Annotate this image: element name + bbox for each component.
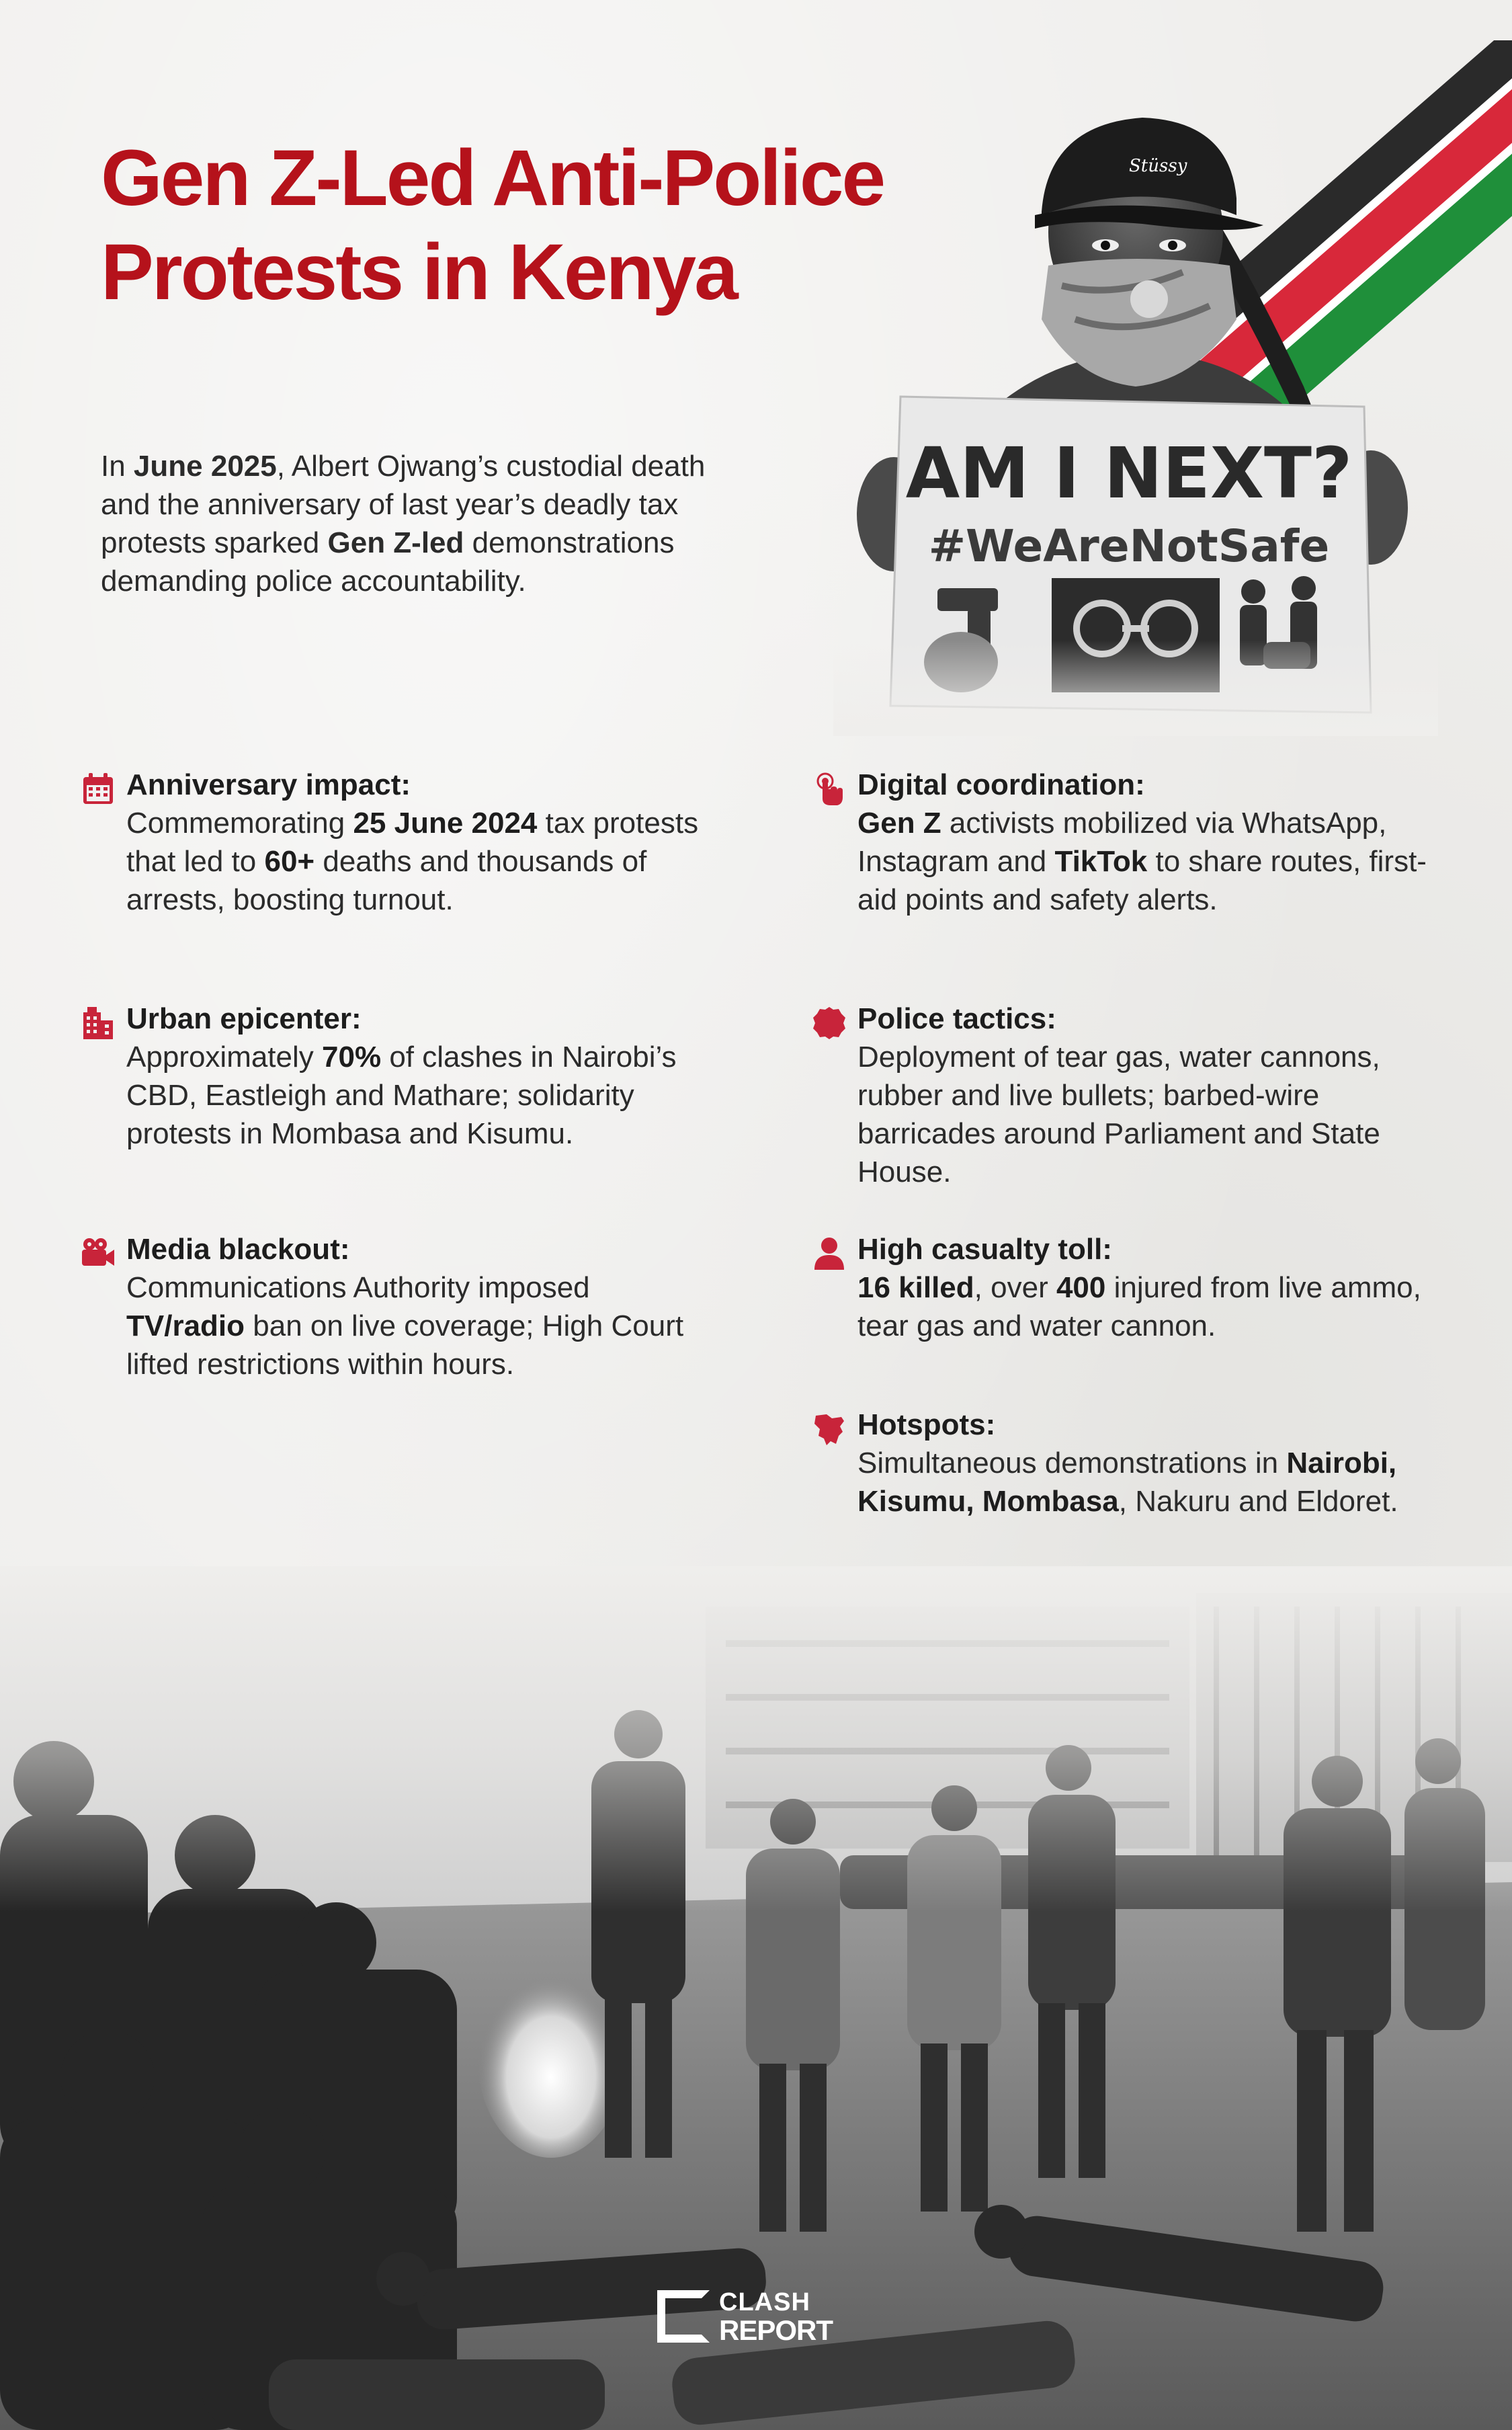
fact-emphasis: TV/radio bbox=[126, 1309, 245, 1342]
fact-text: ban on live coverage; High Court lifted restrictions within hours. bbox=[126, 1309, 684, 1381]
fact-text: , Nakuru and Eldoret. bbox=[1118, 1485, 1398, 1518]
intro-paragraph bbox=[101, 447, 739, 600]
fact-digital-coordination bbox=[812, 766, 1443, 919]
fact-media-blackout bbox=[81, 1231, 712, 1383]
fact-heading: Anniversary impact: bbox=[126, 768, 411, 801]
calendar-icon bbox=[81, 772, 116, 807]
fact-body bbox=[126, 1038, 712, 1153]
person-icon bbox=[812, 1236, 847, 1271]
logo-mark-icon bbox=[657, 2290, 710, 2343]
fact-heading: Media blackout: bbox=[126, 1233, 350, 1266]
fact-heading: Hotspots: bbox=[857, 1408, 996, 1441]
fact-emphasis: 60+ bbox=[264, 845, 315, 878]
fact-heading: Digital coordination: bbox=[857, 768, 1145, 801]
fact-text: activists mobilized via WhatsApp, Instagram and bbox=[857, 807, 1387, 878]
fact-emphasis: 16 killed bbox=[857, 1271, 974, 1304]
fact-body bbox=[857, 1268, 1443, 1345]
fact-body: Deployment of tear gas, water cannons, rubber and live bullets; barbed-wire barricades around Parliament and State House. bbox=[857, 1041, 1380, 1188]
fact-body bbox=[857, 804, 1443, 919]
fact-hotspots bbox=[812, 1406, 1443, 1521]
fact-emphasis: 70% bbox=[322, 1041, 382, 1074]
logo-word-report: REPORT bbox=[719, 2314, 833, 2346]
fact-emphasis: 25 June 2024 bbox=[353, 807, 538, 840]
fact-text: , over bbox=[974, 1271, 1056, 1304]
fact-body bbox=[126, 804, 712, 919]
fact-text: Simultaneous demonstrations in bbox=[857, 1447, 1287, 1480]
fact-high-casualty-toll bbox=[812, 1231, 1443, 1345]
fact-body bbox=[126, 1268, 712, 1383]
fact-heading: Urban epicenter: bbox=[126, 1002, 362, 1035]
page-title bbox=[101, 131, 1001, 319]
fact-anniversary-impact bbox=[81, 766, 712, 919]
fact-emphasis: 400 bbox=[1056, 1271, 1106, 1304]
intro-date: June 2025 bbox=[133, 450, 277, 483]
fact-text: tax protests that led to bbox=[126, 807, 699, 878]
video-camera-icon bbox=[81, 1236, 116, 1271]
fact-text: Communications Authority imposed bbox=[126, 1271, 590, 1304]
fact-heading: Police tactics: bbox=[857, 1002, 1056, 1035]
intro-text: In bbox=[101, 450, 134, 483]
fact-body bbox=[857, 1444, 1443, 1521]
building-icon bbox=[81, 1006, 116, 1041]
intro-emphasis: Gen Z-led bbox=[327, 526, 464, 559]
fact-text: Approximately bbox=[126, 1041, 323, 1074]
title-line-1: Gen Z-Led Anti-Police bbox=[101, 134, 884, 222]
fact-heading: High casualty toll: bbox=[857, 1233, 1112, 1266]
clash-report-logo bbox=[657, 2289, 872, 2349]
fact-text: deaths and thousands of arrests, boosting turnout. bbox=[126, 845, 647, 916]
logo-word-clash: CLASH bbox=[719, 2288, 810, 2316]
kenya-map-icon bbox=[812, 1412, 847, 1447]
fact-text: injured from live ammo, tear gas and water cannon. bbox=[857, 1271, 1421, 1342]
fact-urban-epicenter bbox=[81, 1000, 712, 1153]
intro-text: , Albert Ojwang’s custodial death and the anniversary of last year’s deadly tax protests sparked bbox=[101, 450, 706, 559]
fact-text: of clashes in Nairobi’s CBD, Eastleigh and Mathare; solidarity protests in Mombasa and Kisumu. bbox=[126, 1041, 677, 1150]
intro-text: demonstrations demanding police accountability. bbox=[101, 526, 675, 598]
fact-emphasis: Gen Z bbox=[857, 807, 941, 840]
tap-icon bbox=[812, 772, 847, 807]
fact-text: to share routes, first-aid points and safety alerts. bbox=[857, 845, 1427, 916]
title-line-2: Protests in Kenya bbox=[101, 228, 737, 317]
fact-emphasis: TikTok bbox=[1054, 845, 1148, 878]
police-badge-icon bbox=[812, 1006, 847, 1041]
fact-text: Commemorating bbox=[126, 807, 353, 840]
fact-emphasis: Nairobi, Kisumu, Mombasa bbox=[857, 1447, 1397, 1518]
fact-police-tactics bbox=[812, 1000, 1443, 1191]
